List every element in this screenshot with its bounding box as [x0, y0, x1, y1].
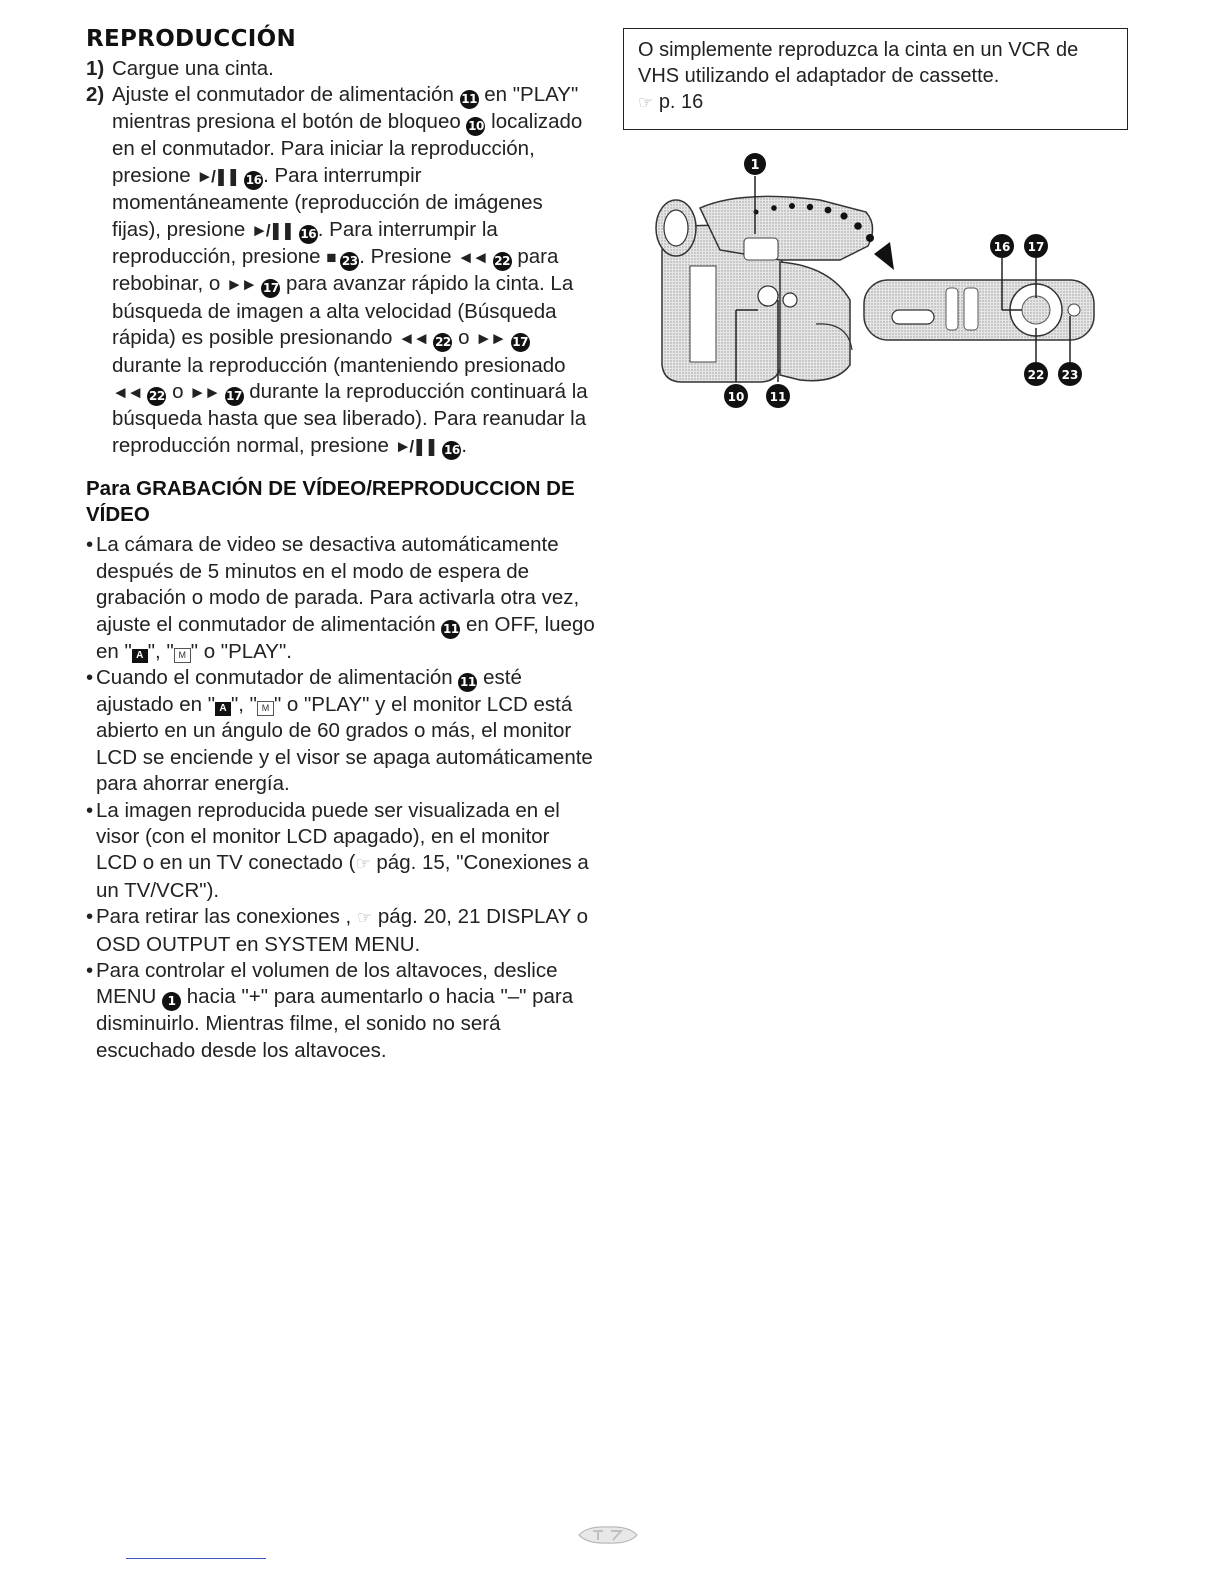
play-pause-icon: ►/❚❚: [251, 220, 294, 240]
hand-pointer-icon: ☞: [356, 908, 373, 928]
step-2: [86, 82, 596, 460]
callout-17: [1024, 234, 1048, 258]
step-text: Cargue una cinta.: [112, 57, 274, 80]
bullet-item: [86, 958, 596, 1064]
callout-label: 16: [993, 240, 1011, 254]
bullet-text: La cámara de video se desactiva automáticamente después de 5 minutos en el modo de espera de grabación o modo de parada. Para activarla otra vez, ajuste el conmutador de alimentación: [96, 533, 580, 636]
step-text: en "PLAY" mientras presiona el botón de bloqueo: [112, 83, 579, 134]
ref-11-icon: 11: [458, 673, 477, 692]
ref-17-icon: 17: [261, 279, 280, 298]
bullet-text: " o "PLAY" y el monitor LCD está abierto en un ángulo de 60 grados o más, el monitor LCD se enciende y el visor se apaga automáticamente para ahorrar energía.: [96, 692, 593, 796]
bullet-item: [86, 665, 596, 798]
auto-mode-icon: A: [132, 649, 148, 663]
bullet-dot: •: [86, 905, 94, 929]
page-number-ornament: [575, 1524, 641, 1546]
bullet-text: pág. 15, "Conexiones a un TV/VCR").: [96, 851, 589, 902]
step-number: 1): [86, 57, 105, 80]
callout-10: [724, 384, 748, 408]
ref-17-icon: 17: [225, 387, 244, 406]
section-title: Para GRABACIÓN DE VÍDEO/REPRODUCCION DE VÍDEO: [86, 477, 575, 527]
step-text: para avanzar rápido la cinta. La búsqueda de imagen a alta velocidad (Búsqueda rápida) es posible presionando: [112, 272, 574, 350]
ref-11-icon: 11: [460, 90, 479, 109]
step-text: durante la reproducción (manteniendo presionado: [112, 353, 566, 377]
bullet-text: ", ": [147, 639, 174, 663]
step-number: 2): [86, 83, 105, 107]
callout-label: 10: [727, 390, 745, 404]
step-text: para rebobinar, o: [112, 245, 559, 296]
step-text: . Presione: [359, 245, 452, 269]
fast-forward-icon: ►►: [225, 275, 256, 295]
bullet-text: pág. 20, 21 DISPLAY o OSD OUTPUT en SYSTEM MENU.: [96, 905, 588, 956]
fast-forward-icon: ►►: [189, 383, 219, 403]
step-text: durante la reproducción continuará la búsqueda hasta que sea liberado). Para reanudar la reproducción normal, presione: [112, 380, 588, 457]
ref-22-icon: 22: [433, 333, 452, 352]
bullet-text: Para retirar las conexiones ,: [96, 905, 352, 929]
bullet-text: La imagen reproducida puede ser visualizada en el visor (con el monitor LCD apagado), en el monitor LCD o en un TV conectado (: [96, 798, 560, 875]
ref-11-icon: 11: [441, 620, 460, 639]
play-pause-icon: ►/❚❚: [196, 166, 239, 186]
callout-label: 23: [1061, 368, 1079, 382]
rewind-icon: ◄◄: [457, 248, 487, 268]
page-title: REPRODUCCIÓN: [86, 26, 297, 52]
note-text: O simplemente reproduzca la cinta en un VCR de VHS utilizando el adaptador de cassette.: [638, 39, 1079, 87]
callout-label: 17: [1027, 240, 1045, 254]
bullet-text: hacia "+" para aumentarlo o hacia "–" para disminuirlo. Mientras filme, el sonido no será escuchado desde los altavoces.: [96, 985, 574, 1062]
bullet-text: ", ": [230, 692, 257, 716]
bullet-item: [86, 904, 596, 958]
callout-23: [1058, 362, 1082, 386]
note-page-ref: p. 16: [658, 91, 704, 113]
ref-22-icon: 22: [493, 252, 512, 271]
play-pause-icon: ►/❚❚: [394, 436, 437, 456]
callout-label: 22: [1027, 368, 1045, 382]
step-text: o: [172, 380, 184, 404]
bullet-text: esté ajustado en ": [96, 665, 522, 716]
ref-22-icon: 22: [147, 387, 166, 406]
step-1: [86, 56, 596, 82]
footer-rule: [126, 1558, 266, 1559]
note-box: [623, 28, 1128, 130]
camcorder-drawing: [640, 150, 1100, 415]
step-text: . Para interrumpir la reproducción, presione: [112, 217, 498, 269]
bullet-item: [86, 798, 596, 905]
callout-22: [1024, 362, 1048, 386]
bullet-dot: •: [86, 958, 94, 982]
ref-16-icon: 16: [244, 171, 263, 190]
step-text: Ajuste el conmutador de alimentación: [112, 83, 454, 107]
step-text: localizado en el conmutador. Para iniciar la reproducción, presione: [112, 110, 583, 187]
bullet-item: [86, 532, 596, 665]
step-text: .: [461, 433, 468, 457]
step-text: . Para interrumpir momentáneamente (reproducción de imágenes fijas), presione: [112, 163, 543, 241]
camcorder-body: [656, 196, 873, 382]
callout-1: [744, 153, 766, 175]
fast-forward-icon: ►►: [475, 329, 505, 349]
ref-17-icon: 17: [511, 333, 530, 352]
bullet-dot: •: [86, 665, 94, 689]
manual-mode-icon: M: [174, 648, 191, 663]
callout-label: 1: [750, 158, 760, 173]
ref-16-icon: 16: [442, 441, 461, 460]
ref-23-icon: 23: [340, 252, 359, 271]
stop-icon: ■: [326, 248, 335, 268]
step-text: o: [458, 326, 470, 350]
auto-mode-icon: A: [215, 702, 231, 716]
hand-pointer-icon: ☞: [355, 854, 371, 874]
ref-1-icon: 1: [162, 992, 181, 1011]
rewind-icon: ◄◄: [112, 383, 142, 403]
bullet-text: en OFF, luego en ": [96, 612, 595, 663]
rewind-icon: ◄◄: [398, 329, 428, 349]
bullet-text: " o "PLAY".: [190, 639, 292, 663]
callout-label: 11: [769, 390, 787, 404]
control-panel: [864, 280, 1094, 340]
bullet-dot: •: [86, 798, 94, 822]
callout-11: [766, 384, 790, 408]
hand-pointer-icon: ☞: [638, 93, 654, 112]
manual-mode-icon: M: [257, 701, 274, 716]
callout-16: [990, 234, 1014, 258]
camcorder-illustration: [640, 150, 1100, 415]
main-column: [86, 26, 596, 1064]
ref-16-icon: 16: [299, 225, 318, 244]
bullet-text: Cuando el conmutador de alimentación: [96, 665, 453, 689]
bullet-text: Para controlar el volumen de los altavoces, deslice MENU: [96, 958, 558, 1009]
bullet-dot: •: [86, 533, 94, 557]
ref-10-icon: 10: [466, 117, 485, 136]
